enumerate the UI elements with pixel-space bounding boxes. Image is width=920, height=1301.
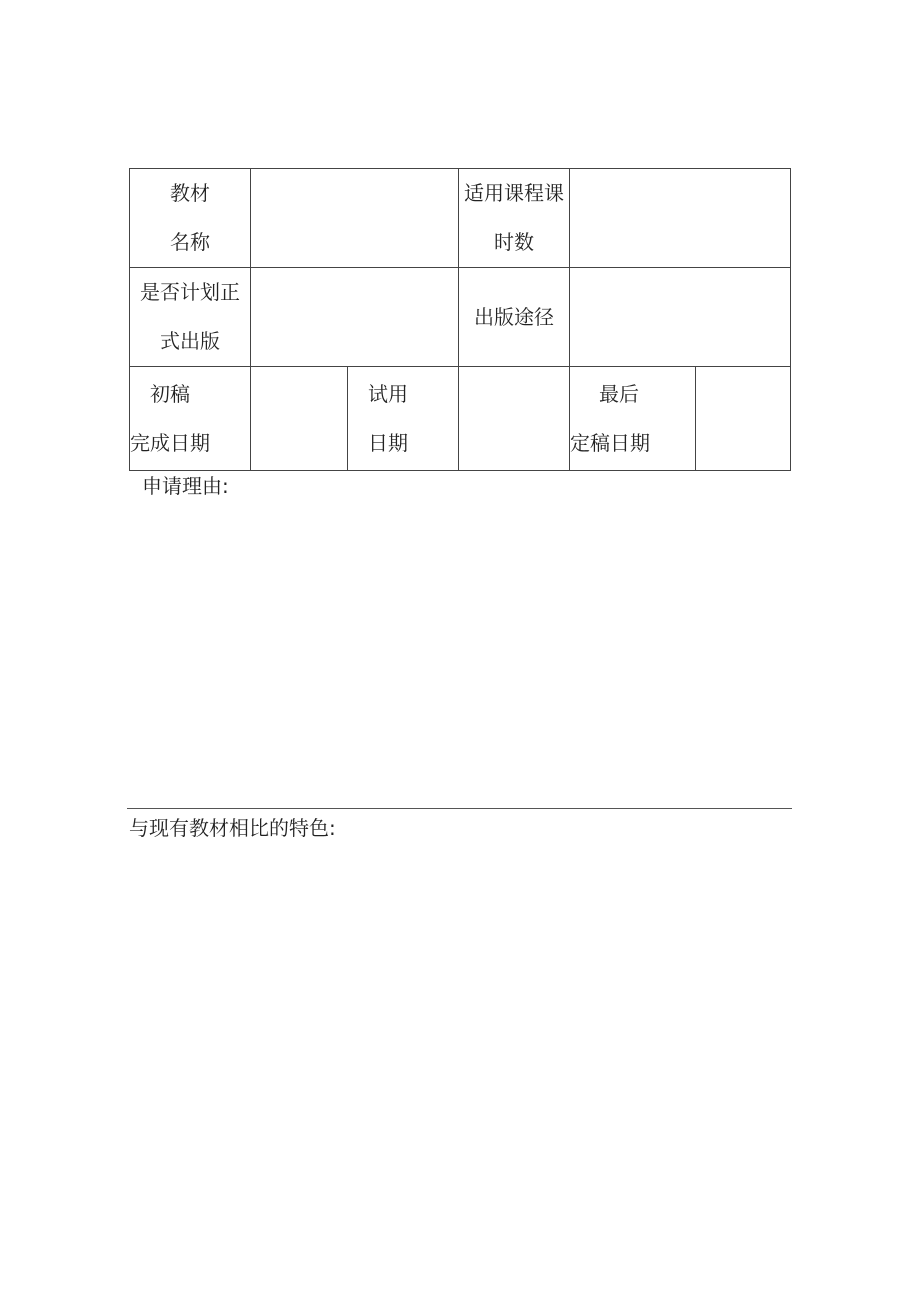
- draft-date-label: 初稿 完成日期: [130, 367, 251, 471]
- trial-date-field[interactable]: [459, 367, 570, 471]
- final-date-field[interactable]: [696, 367, 791, 471]
- textbook-features-label: 与现有教材相比的特色:: [129, 816, 336, 840]
- publish-channel-label: 出版途径: [459, 268, 570, 367]
- application-form-table: [129, 168, 791, 471]
- table-row: [130, 169, 791, 268]
- application-reason-label: 申请理由:: [142, 474, 229, 498]
- plan-publish-field[interactable]: [251, 268, 459, 367]
- course-hours-label: 适用课程课 时数: [459, 169, 570, 268]
- plan-publish-label: 是否计划正 式出版: [130, 268, 251, 367]
- final-date-label: 最后 定稿日期: [570, 367, 696, 471]
- table-row: [130, 268, 791, 367]
- table-row: [130, 367, 791, 471]
- textbook-name-field[interactable]: [251, 169, 459, 268]
- draft-date-field[interactable]: [251, 367, 348, 471]
- section-divider: [127, 808, 792, 809]
- textbook-name-label: 教材 名称: [130, 169, 251, 268]
- publish-channel-field[interactable]: [570, 268, 791, 367]
- trial-date-label: 试用 日期: [348, 367, 459, 471]
- course-hours-field[interactable]: [570, 169, 791, 268]
